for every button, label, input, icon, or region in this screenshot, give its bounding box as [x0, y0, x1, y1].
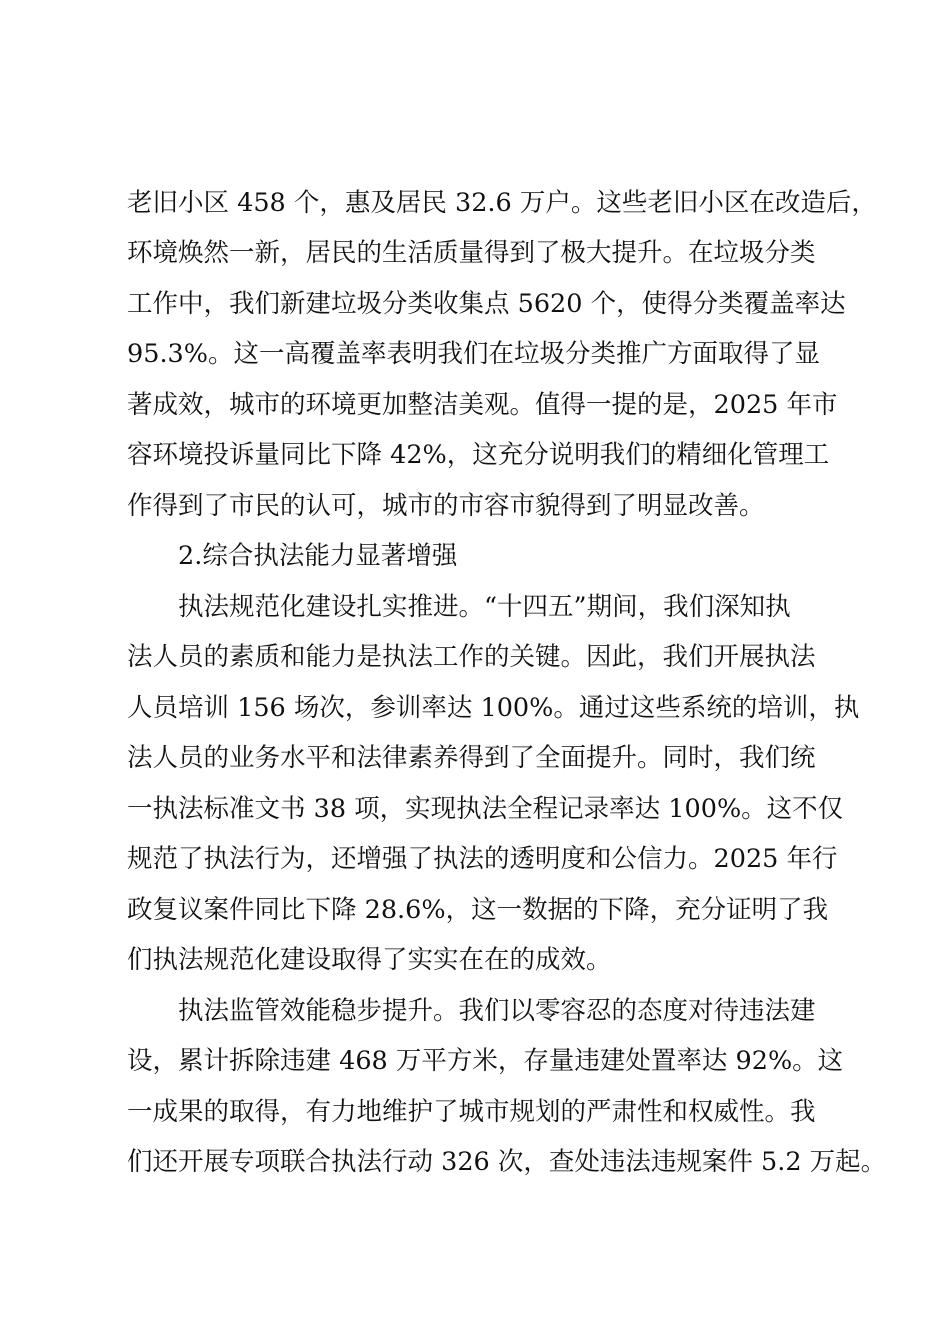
paragraph-3-line-2: 设，累计拆除违建 468 万平方米，存量违建处置率达 92%。这	[127, 1046, 844, 1076]
paragraph-1-line-7: 作得到了市民的认可，城市的市容市貌得到了明显改善。	[127, 491, 765, 521]
paragraph-2-line-1: 执法规范化建设扎实推进。“十四五”期间，我们深知执	[178, 592, 791, 622]
paragraph-2-line-6: 规范了执法行为，还增强了执法的透明度和公信力。2025 年行	[127, 844, 838, 874]
paragraph-1-line-2: 环境焕然一新，居民的生活质量得到了极大提升。在垃圾分类	[127, 238, 816, 268]
paragraph-1-line-4: 95.3%。这一高覆盖率表明我们在垃圾分类推广方面取得了显	[127, 339, 821, 369]
paragraph-3-line-4: 们还开展专项联合执法行动 326 次，查处违法违规案件 5.2 万起。	[127, 1147, 887, 1177]
paragraph-1-line-5: 著成效，城市的环境更加整洁美观。值得一提的是，2025 年市	[127, 390, 838, 420]
paragraph-2-line-8: 们执法规范化建设取得了实实在在的成效。	[127, 945, 612, 975]
section-heading: 2.综合执法能力显著增强	[178, 541, 458, 571]
paragraph-2-line-5: 一执法标准文书 38 项，实现执法全程记录率达 100%。这不仅	[127, 794, 844, 824]
paragraph-1-line-6: 容环境投诉量同比下降 42%，这充分说明我们的精细化管理工	[127, 440, 830, 470]
paragraph-1-line-1: 老旧小区 458 个，惠及居民 32.6 万户。这些老旧小区在改造后，	[127, 188, 877, 218]
paragraph-2-line-2: 法人员的素质和能力是执法工作的关键。因此，我们开展执法	[127, 642, 816, 672]
paragraph-2-line-4: 法人员的业务水平和法律素养得到了全面提升。同时，我们统	[127, 743, 816, 773]
paragraph-3-line-1: 执法监管效能稳步提升。我们以零容忍的态度对待违法建	[178, 996, 816, 1026]
paragraph-2-line-7: 政复议案件同比下降 28.6%，这一数据的下降，充分证明了我	[127, 895, 829, 925]
paragraph-2-line-3: 人员培训 156 场次，参训率达 100%。通过这些系统的培训，执	[127, 693, 860, 723]
paragraph-1-line-3: 工作中，我们新建垃圾分类收集点 5620 个，使得分类覆盖率达	[127, 289, 846, 319]
paragraph-3-line-3: 一成果的取得，有力地维护了城市规划的严肃性和权威性。我	[127, 1097, 816, 1127]
